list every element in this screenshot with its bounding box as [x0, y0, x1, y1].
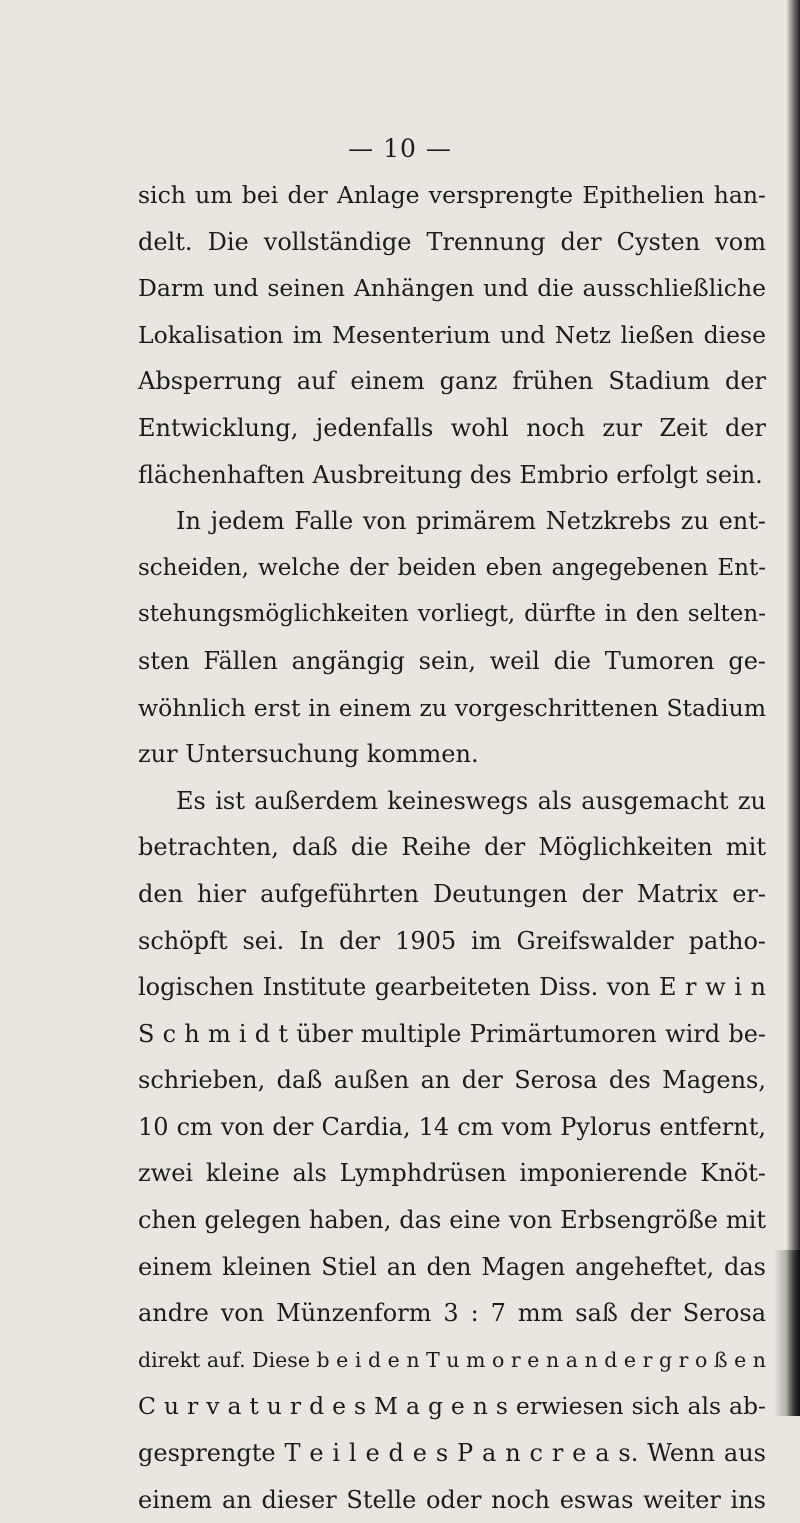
text-line: schöpft sei. In der 1905 im Greifswalder patho-: [138, 926, 766, 955]
text-line: Darm und seinen Anhängen und die ausschließliche: [138, 274, 766, 303]
text-line: S c h m i d t über multiple Primärtumoren wird be-: [138, 1019, 766, 1048]
binding-shadow: [786, 0, 800, 1416]
text-line: C u r v a t u r d e s M a g e n s erwiesen sich als ab-: [138, 1392, 766, 1421]
text-line: Absperrung auf einem ganz frühen Stadium der: [138, 367, 766, 396]
text-line: schrieben, daß außen an der Serosa des Magens,: [138, 1066, 766, 1095]
text-line: Entwicklung, jedenfalls wohl noch zur Zeit der: [138, 413, 766, 442]
text-line: Lokalisation im Mesenterium und Netz ließen diese: [138, 320, 766, 349]
text-line: wöhnlich erst in einem zu vorgeschrittenen Stadium: [138, 693, 766, 722]
text-line: gesprengte T e i l e d e s P a n c r e a s. Wenn aus: [138, 1439, 766, 1468]
text-line: einem an dieser Stelle oder noch eswas weiter ins: [138, 1485, 766, 1514]
text-line: In jedem Falle von primärem Netzkrebs zu ent-: [176, 507, 766, 536]
text-line: stehungsmöglichkeiten vorliegt, dürfte in den selten-: [138, 601, 766, 628]
text-line: einem kleinen Stiel an den Magen angeheftet, das: [138, 1252, 766, 1281]
text-line: delt. Die vollständige Trennung der Cysten vom: [138, 227, 766, 256]
text-line: zur Untersuchung kommen.: [138, 740, 479, 769]
body-text: [138, 172, 766, 1523]
page-number: — 10 —: [348, 134, 452, 163]
text-line: 10 cm von der Cardia, 14 cm vom Pylorus entfernt,: [138, 1112, 766, 1141]
text-line: sten Fällen angängig sein, weil die Tumoren ge-: [138, 646, 766, 675]
text-line: betrachten, daß die Reihe der Möglichkeiten mit: [138, 833, 766, 862]
text-line: direkt auf. Diese b e i d e n T u m o r e n a n d e r g r o ß e n: [138, 1347, 766, 1372]
text-line: logischen Institute gearbeiteten Diss. von E r w i n: [138, 973, 766, 1002]
text-line: andre von Münzenform 3 : 7 mm saß der Serosa: [138, 1299, 766, 1328]
binding-shadow-lower: [774, 1250, 800, 1416]
text-line: zwei kleine als Lymphdrüsen imponierende Knöt-: [138, 1159, 766, 1188]
text-line: den hier aufgeführten Deutungen der Matrix er-: [138, 879, 766, 908]
text-line: chen gelegen haben, das eine von Erbsengröße mit: [138, 1206, 766, 1235]
text-line: scheiden, welche der beiden eben angegebenen Ent-: [138, 554, 766, 581]
text-line: flächenhaften Ausbreitung des Embrio erfolgt sein.: [138, 460, 763, 489]
text-line: sich um bei der Anlage versprengte Epithelien han-: [138, 181, 766, 209]
text-line: Es ist außerdem keineswegs als ausgemacht zu: [176, 786, 766, 815]
